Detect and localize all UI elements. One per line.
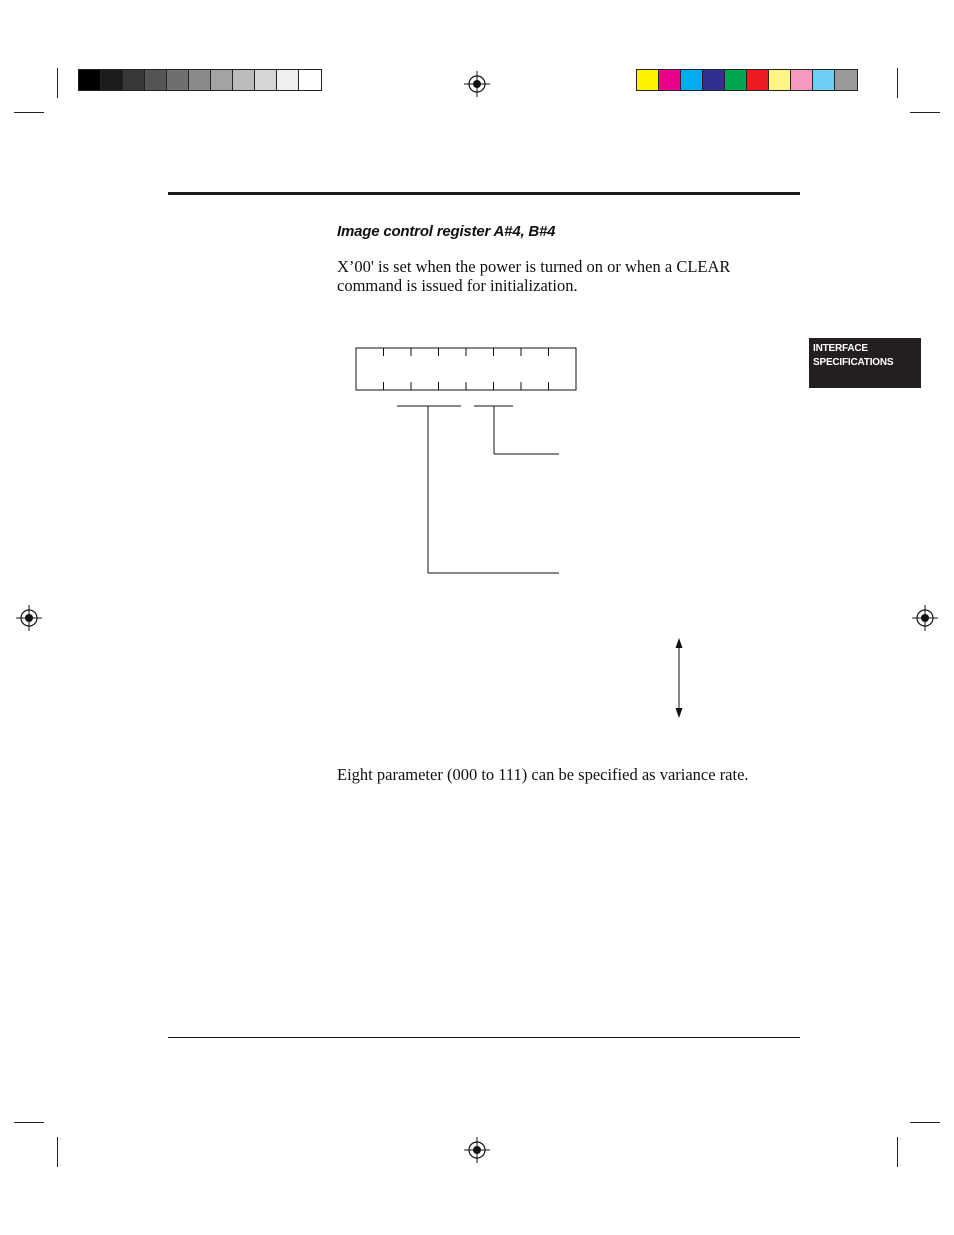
variance-note: Eight parameter (000 to 111) can be specified as variance rate. [337,765,749,784]
section-heading: Image control register A#4, B#4 [337,223,556,240]
chapter-tab-line2: SPECIFICATIONS [813,357,894,368]
intro-line-1: X’00' is set when the power is turned on or when a CLEAR [337,257,731,276]
vertical-double-arrow-icon [676,638,683,718]
bit-cell-dividers [384,348,549,390]
intro-line-2: command is issued for initialization. [337,276,578,295]
chapter-tab-line1: INTERFACE [813,343,868,354]
